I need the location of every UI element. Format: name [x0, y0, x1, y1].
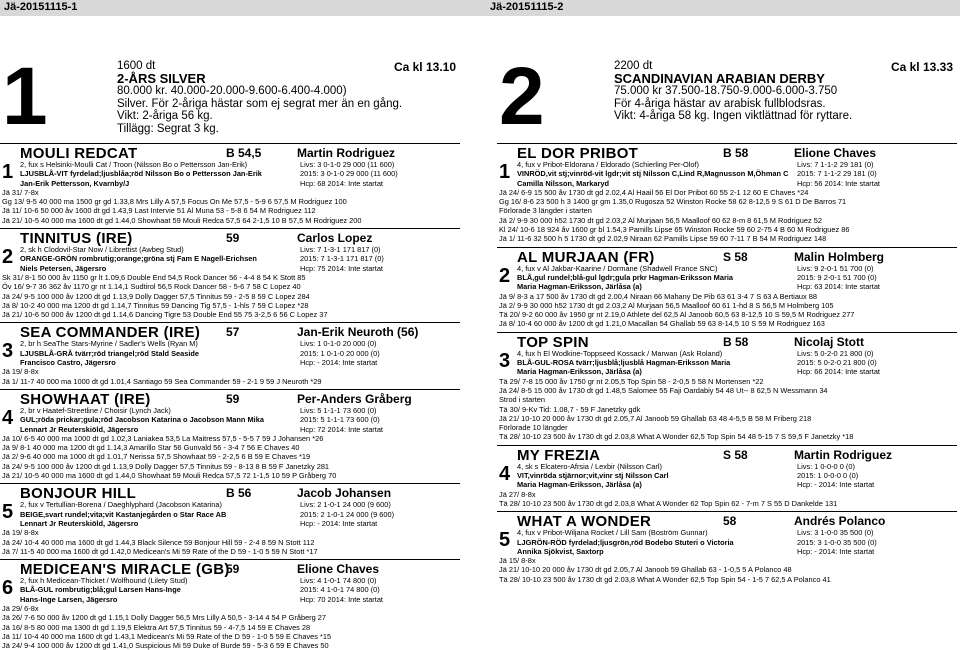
start-row: Gg 16/ 8-6 23 500 h 3 1400 gr gm 1.35,0 Rugosza 52 Winston Rocke 58 62 8-12,5 9 S 61 D De Barros 71: [499, 197, 847, 207]
horse-name-row: [0, 322, 460, 342]
start-row: Jä 9/ 8-1 40 000 ma 1200 dt gd 1.14,3 Amarillo Star 56 Gunvald 56 - 3-4 7 56 E Chaves 40: [2, 443, 300, 453]
start-row: Jä 2/ 9-9 30 000 h52 1730 dt gd 2.03,2 Al Murjaan 56,5 Maalloof 60 62 8-m 8 61,5 M Rodriguez 52: [499, 215, 822, 225]
horse-name-row: [0, 143, 460, 160]
start-row: Sk 31/ 8-1 50 000 åv 1150 gr lt 1.09,6 Double End 54,5 Rock Dancer 56 - 4-4 8 54 K Stott 85: [2, 272, 306, 282]
horse-number: 6: [2, 577, 14, 600]
race-info: [117, 60, 402, 136]
right-column: [497, 51, 957, 584]
horse-entry: [497, 511, 957, 584]
horse-weight: 59: [226, 231, 240, 246]
horse-rider: Carlos Lopez: [297, 231, 373, 246]
horse-stats-year: 2015: 4 1-0-1 74 800 (0): [300, 585, 380, 595]
start-row: Jä 16/ 8-5 80 000 ma 1300 dt gd 1.19,5 Elektra Art 57,5 Tinnitus 59 - 4-7,5 14 59 E Chaves 28: [2, 622, 311, 632]
horse-hcp: Hcp: 68 2014: Inte startat: [300, 178, 383, 188]
horse-rider: Jacob Johansen: [297, 486, 392, 501]
horse-stats-year: 2015: 3 0-1-0 29 000 (11 600): [300, 169, 398, 179]
horse-name-row: [497, 332, 957, 349]
start-row: Jä 2/ 9-6 40 000 ma 1000 dt gd 1.01,7 Nerissa 57,5 Showhaat 59 - 2-2,5 6 B 59 E Chaves *19: [2, 452, 311, 462]
horse-entry: [0, 559, 460, 650]
horse-colors: LJUSBLÅ-VIT fyrdelad;ljusblåa;röd Nilsson Bo o Pettersson Jan-Erik 2015: 3 0-1-0 29 000 (11 600): [20, 169, 398, 179]
start-row: Jä 2/ 9-9 30 000 h52 1730 dt gd 2.03,2 Al Murjaan 56,5 Maalloof 60 61 1-hd 8 S 56,5 M Holmberg 105: [499, 300, 834, 310]
horse-colors: BLÅ-GUL-ROSA tvärr;ljusblå;ljusblå Hagman-Eriksson Maria 2015: 5 0-2-0 21 800 (0): [517, 358, 877, 368]
start-row: Tä 29/ 7-8 15 000 åv 1750 gr nt 2.05,5 Top Spin 58 - 2-0,5 5 58 N Mortensen *22: [499, 376, 764, 386]
horse-hcp: Hcp: - 2014: Inte startat: [300, 358, 378, 368]
horse-rider: Per-Anders Gråberg: [297, 391, 412, 406]
horse-hcp: Hcp: - 2014: Inte startat: [797, 546, 875, 556]
start-row: Tä 20/ 9-2 60 000 åv 1950 gr nt 2.19,0 Athlete del 62,5 Al Janoob 60,5 63 8-12,5 10 S 59,5 M Rodriguez 277: [499, 310, 855, 320]
horse-weight: B 56: [226, 486, 252, 501]
horse-name: TOP SPIN: [517, 333, 589, 351]
horse-number: 5: [499, 529, 511, 552]
start-row: Jä 8/ 10-4 60 000 åv 1200 dt gd 1.21,0 Macallan 54 Ghallab 59 63 8-14,5 10 S 59 M Rodriguez 163: [499, 319, 825, 329]
horse-trainer: Hans-Inge Larsen, Jägersro Hcp: 70 2014: Inte startat: [20, 594, 383, 604]
race-info-line: Vikt: 4-åriga 58 kg. Ingen viktlättnad för ryttare.: [614, 110, 853, 123]
start-row: Jä 24/ 10-4 40 000 ma 1600 dt gd 1.44,3 Black Silence 59 Bonjour Hill 59 - 2-4 8 59 N Stott 112: [2, 537, 315, 547]
horse-stats-lifetime: Livs: 1 0-0-0 0 (0): [797, 461, 855, 471]
horse-name: AL MURJAAN (FR): [517, 248, 655, 266]
horse-rider: Elione Chaves: [794, 146, 877, 160]
race-info-line: 2200 dt: [614, 60, 653, 72]
race-info-line: Tillägg: Segrat 3 kg.: [117, 122, 219, 135]
race-info-line: För 4-åriga hästar av arabisk fullblodsras.: [614, 97, 826, 110]
horse-stats-lifetime: Livs: 5 1-1-1 73 600 (0): [300, 405, 377, 415]
left-page-title: Jä-20151115-1: [4, 1, 78, 13]
horse-name: BONJOUR HILL: [20, 485, 137, 503]
start-row: Jä 9/ 8-3 a 17 500 åv 1730 dt gd 2.00,4 Niraan 66 Mahany De Pib 63 61 3-4 7 S 63 A Bertiaux 88: [499, 291, 818, 301]
start-row: Jä 24/ 8-5 15 000 åv 1730 dt gd 1.48,5 Salomee 55 Faji Oardabiy 54 48 Ut-- 8 62,5 N Wessmann 34: [499, 385, 828, 395]
horse-weight: 57: [226, 325, 240, 340]
horse-rider: Martin Rodriguez: [794, 447, 892, 462]
horse-name: MEDICEAN'S MIRACLE (GB): [20, 561, 230, 579]
horse-name-row: [0, 228, 460, 248]
race-info-line: 2-ÅRS SILVER: [117, 70, 206, 86]
horse-stats-year: 2015: 5 0-2-0 21 800 (0): [797, 358, 877, 368]
horse-rider: Nicolaj Stott: [794, 334, 865, 349]
start-row: Jä 11/ 10-6 50 000 åv 1600 dt gd 1.43,9 Last Intervie 51 Al Muna 53 - 5-8 6 54 M Rodriguez 112: [2, 206, 316, 216]
horse-entry: [0, 322, 460, 385]
race-header: [497, 51, 957, 142]
horse-name: WHAT A WONDER: [517, 513, 652, 531]
horse-hcp: Hcp: 66 2014: Inte startat: [797, 367, 880, 377]
horse-number: 3: [499, 349, 511, 372]
horse-weight: S 58: [723, 447, 748, 462]
horse-stats-year: 2015: 7 1-1-2 29 181 (0): [797, 169, 877, 179]
horse-trainer: Camilla Nilsson, Markaryd Hcp: 56 2014: Inte startat: [517, 178, 880, 188]
horse-name-row: [497, 143, 957, 160]
horse-weight: 59: [226, 562, 240, 577]
horse-weight: B 58: [723, 334, 749, 349]
horse-trainer: Niels Petersen, Jägersro Hcp: 75 2014: Inte startat: [20, 263, 383, 273]
horse-trainer: Annika Sjökvist, Saxtorp Hcp: - 2014: Inte startat: [517, 546, 875, 556]
horse-hcp: Hcp: - 2014: Inte startat: [797, 480, 875, 490]
horse-number: 1: [499, 161, 511, 183]
race-header: [0, 51, 460, 142]
start-row: Öv 16/ 9-7 36 362 åv 1170 gr nt 1.14,1 Sudtirol 56,5 Rock Dancer 58 - 5-6 7 58 C Lopez 40: [2, 282, 301, 292]
start-row: Jä 10/ 6-5 40 000 ma 1000 dt gd 1.02,3 Laniakea 53,5 La Maitress 57,5 - 5-5 7 59 J Johansen *26: [2, 433, 324, 443]
horse-stats-lifetime: Livs: 2 1-0-1 24 000 (9 600): [300, 500, 391, 510]
horse-weight: 58: [723, 514, 737, 529]
start-row: Jä 29/ 6-8x: [2, 603, 39, 613]
horse-pedigree: 2, fux s Helsinki-Moulli Cat / Troon (Nilsson Bo o Pettersson Jan-Erik) Livs: 3 0-1-0 29 000 (11 600): [20, 160, 395, 169]
horse-hcp: Hcp: 63 2014: Inte startat: [797, 282, 880, 292]
horse-rider: Martin Rodriguez: [297, 146, 395, 160]
horse-stats-year: 2015: 5 1-1-1 73 600 (0): [300, 415, 380, 425]
start-row: Jä 31/ 7-8x: [2, 187, 39, 197]
horse-weight: S 58: [723, 249, 748, 264]
start-row: Jä 15/ 8-8x: [499, 556, 536, 566]
horse-pedigree: 4, fux v Pribot-Eldorana / Eldorado (Schierling Per-Olof) Livs: 7 1-1-2 29 181 (0): [517, 160, 874, 169]
horse-colors: ORANGE-GRÖN rombrutig;orange;gröna stj Fam E Nagell-Erichsen 2015: 7 1-3-1 171 817 (0): [20, 254, 384, 264]
horse-entry: [0, 389, 460, 480]
start-row: Jä 24/ 6-9 15 500 åv 1730 dt gd 2.02,4 Al Haail 56 El Dor Pribot 60 55 2-1 12 60 E Chaves *24: [499, 187, 809, 197]
start-row: Jä 24/ 9-4 100 000 åv 1200 dt gd 1.41,0 Suspicious Mi 59 Duke of Burde 59 - 5-3 6 59 E Chaves 50: [2, 641, 329, 650]
start-row: Jä 24/ 9-5 100 000 åv 1200 dt gd 1.13,9 Dolly Dagger 57,5 Tinnitus 59 - 2-5 8 59 C Lopez 284: [2, 291, 310, 301]
horse-stats-lifetime: Livs: 5 0-2-0 21 800 (0): [797, 348, 874, 358]
horse-rider: Andrés Polanco: [794, 514, 886, 529]
horse-pedigree: 4, fux h El Wodkine-Toppseed Kossack / Marwan (Ask Roland) Livs: 5 0-2-0 21 800 (0): [517, 348, 874, 358]
horse-pedigree: 2, fux v Tertullian-Borena / Daeghlyphard (Jacobson Katarina) Livs: 2 1-0-1 24 000 (9 600): [20, 500, 391, 510]
start-row: Jä 8/ 10-2 40 000 ma 1200 dt gd 1.14,7 Tinnitus 59 Dancing Tig 57,5 - 1-hls 7 59 C Lopez *28: [2, 300, 309, 310]
start-row: Jä 21/ 10-10 20 000 åv 1730 dt gd 2.05,7 Al Janoob 59 Ghallab 63 48 4-5,5 B 58 M Friberg 218: [499, 413, 812, 423]
horse-stats-lifetime: Livs: 3 0-1-0 29 000 (11 600): [300, 160, 395, 169]
start-row: Jä 21/ 10-5 40 000 ma 1600 dt gd 1.44,0 Showhaat 59 Mouli Redca 57,5 64 2-1,5 10 B 57,5 M Rodriguez 200: [2, 215, 362, 225]
horse-name-row: [0, 559, 460, 579]
race-info-line: 80.000 kr. 40.000-20.000-9.600-6.400-4.000): [117, 85, 347, 98]
race-number: 1: [2, 51, 48, 142]
horse-rider: Jan-Erik Neuroth (56): [297, 325, 419, 340]
horse-weight: B 54,5: [226, 146, 262, 160]
start-row: Jä 1/ 11-6 32 500 h 5 1730 dt gd 2.02,9 Niraan 62 Pamills Lipse 59 60 7-11 7 B 54 M Rodriguez 148: [499, 234, 827, 244]
horse-stats-year: 2015: 9 2-0-1 51 700 (0): [797, 272, 877, 282]
horse-colors: VINRÖD,vit stj;vinröd-vit lgdr;vit stj Nilsson C,Lind R,Magnusson M,Öhman C 2015: 7 1-1-2 29 181 (0): [517, 169, 877, 179]
horse-name-row: [0, 483, 460, 503]
horse-stats-year: 2015: 2 1-0-1 24 000 (9 600): [300, 509, 395, 519]
horse-trainer: Maria Hagman-Eriksson, Järlåsa (a) Hcp: - 2014: Inte startat: [517, 480, 875, 490]
race-info: [614, 60, 852, 123]
horse-colors: GUL;röda prickar;gula;röd Jacobson Katarina o Jacobson Mann Mika 2015: 5 1-1-1 73 600 (0): [20, 415, 380, 425]
start-row: Jä 21/ 10-5 40 000 ma 1600 dt gd 1.44,0 Showhaat 59 Mouli Redca 57,5 72 1-1,5 10 59 P Gråberg 70: [2, 471, 337, 481]
horse-name: MOULI REDCAT: [20, 145, 138, 162]
horse-name: SHOWHAAT (IRE): [20, 390, 151, 408]
horse-trainer: Lennart Jr Reuterskiöld, Jägersro Hcp: 72 2014: Inte startat: [20, 424, 383, 434]
horse-trainer: Jan-Erik Pettersson, Kvarnby/J Hcp: 68 2014: Inte startat: [20, 178, 383, 188]
right-page-title: Jä-20151115-2: [490, 1, 564, 13]
start-row: Tä 28/ 10-10 23 500 åv 1730 dt gd 2.03,8 What A Wonder 62,5 Top Spin 54 - 1-5 7 62,5 A Polanco 41: [499, 574, 831, 584]
horse-name-row: [497, 247, 957, 264]
horse-hcp: Hcp: - 2014: Inte startat: [300, 518, 378, 528]
horse-entry: [497, 143, 957, 244]
race-time: Ca kl 13.10: [393, 60, 456, 74]
horse-colors: LJUSBLÅ-GRÅ tvärr;röd triangel;röd Stald Seaside 2015: 1 0-1-0 20 000 (0): [20, 348, 380, 358]
start-row: Jä 27/ 8-8x: [499, 489, 536, 499]
horse-trainer: Francisco Castro, Jägersro Hcp: - 2014: Inte startat: [20, 358, 378, 368]
horse-hcp: Hcp: 70 2014: Inte startat: [300, 594, 383, 604]
start-row: Jä 7/ 11-5 40 000 ma 1600 dt gd 1.42,0 Medicean's Mi 59 Rate of the D 59 - 1-0 5 59 N Stott *17: [2, 546, 318, 556]
horse-stats-lifetime: Livs: 3 1-0-0 35 500 (0): [797, 528, 874, 538]
start-row: Jä 19/ 8-8x: [2, 367, 39, 377]
horse-colors: BEIGE,svart rundel;vita;vit Kastanjegården o Star Race AB 2015: 2 1-0-1 24 000 (9 600): [20, 509, 395, 519]
horse-pedigree: 2, fux h Medicean-Thicket / Wolfhound (Lilety Stud) Livs: 4 1-0-1 74 800 (0): [20, 576, 377, 586]
race-info-line: Vikt: 2-åriga 56 kg.: [117, 110, 213, 123]
horse-entry: [0, 483, 460, 556]
horse-hcp: Hcp: 56 2014: Inte startat: [797, 178, 880, 188]
horse-pedigree: 4, fux v Al Jakbar-Kaarine / Dormane (Shadwell France SNC) Livs: 9 2-0-1 51 700 (0): [517, 263, 874, 273]
horse-stats-lifetime: Livs: 4 1-0-1 74 800 (0): [300, 576, 377, 586]
start-row: Jä 1/ 11-7 40 000 ma 1000 dt gd 1.01,4 Santiago 59 Sea Commander 59 - 2-1 9 59 J Neuroth *29: [2, 376, 322, 386]
race-info-line: 75.000 kr 37.500-18.750-9.000-6.000-3.750: [614, 85, 838, 98]
start-row: Förlorade 3 längder i starten: [499, 206, 592, 216]
horse-name: SEA COMMANDER (IRE): [20, 324, 201, 342]
horse-number: 1: [2, 161, 14, 183]
horse-entry: [0, 143, 460, 225]
horse-number: 2: [2, 246, 14, 269]
horse-name: MY FREZIA: [517, 446, 601, 464]
horse-number: 3: [2, 340, 14, 363]
horse-name: TINNITUS (IRE): [20, 230, 133, 248]
start-row: Gg 13/ 9-5 40 000 ma 1500 gr gd 1.33,8 Mrs Lilly A 57,5 Focus On Me 57,5 - 5-9 6 57,5 M Rodriguez 100: [2, 197, 347, 207]
horse-colors: VIT,vinröda stjärnor;vit,vinr stj Nilsson Carl 2015: 1 0-0-0 0 (0): [517, 471, 859, 481]
horse-stats-year: 2015: 3 1-0-0 35 500 (0): [797, 537, 877, 547]
horse-trainer: Maria Hagman-Eriksson, Järlåsa (a) Hcp: 66 2014: Inte startat: [517, 367, 880, 377]
horse-entry: [497, 445, 957, 508]
horse-name-row: [0, 389, 460, 406]
horse-weight: B 58: [723, 146, 749, 160]
horse-hcp: Hcp: 72 2014: Inte startat: [300, 424, 383, 434]
horse-trainer: Maria Hagman-Eriksson, Järlåsa (a) Hcp: 63 2014: Inte startat: [517, 282, 880, 292]
horse-stats-year: 2015: 7 1-3-1 171 817 (0): [300, 254, 384, 264]
start-row: Jä 26/ 7-6 50 000 åv 1200 dt gd 1.15,1 Dolly Dagger 56,5 Mrs Lilly A 50,5 - 3-14 4 54 P Gråberg 27: [2, 613, 327, 623]
race-info-line: 1600 dt: [117, 60, 156, 72]
horse-pedigree: 4, fux v Pribot-Wiljana Rocket / Lill Sam (Boström Gunnar) Livs: 3 1-0-0 35 500 (0): [517, 528, 874, 538]
race-info-line: SCANDINAVIAN ARABIAN DERBY: [614, 70, 825, 86]
horse-pedigree: 2, br h SeaThe Stars-Myrine / Sadler's Wells (Ryan M) Livs: 1 0-1-0 20 000 (0): [20, 339, 377, 349]
horse-number: 5: [2, 501, 14, 524]
start-row: Jä 21/ 10-10 20 000 åv 1730 dt gd 2.05,7 Al Janoob 59 Ghallab 63 - 1-0,5 5 A Polanco 48: [499, 565, 792, 575]
start-row: Jä 11/ 10-4 40 000 ma 1600 dt gd 1.43,1 Medicean's Mi 59 Rate of the D 59 - 1-0 5 59 E Chaves *15: [2, 631, 332, 641]
race-time: Ca kl 13.33: [890, 60, 953, 74]
horse-stats-lifetime: Livs: 9 2-0-1 51 700 (0): [797, 263, 874, 273]
start-row: Jä 19/ 8-8x: [2, 528, 39, 538]
horse-name-row: [497, 511, 957, 531]
start-row: Jä 21/ 10-6 50 000 åv 1200 dt gd 1.14,6 Dancing Tigre 53 Double End 55 75 3-2,5 6 56 C Lopez 37: [2, 310, 328, 320]
horse-colors: BLÅ,gul rundel;blå-gul lgdr;gula prkr Hagman-Eriksson Maria 2015: 9 2-0-1 51 700 (0): [517, 272, 877, 282]
horse-hcp: Hcp: 75 2014: Inte startat: [300, 263, 383, 273]
horse-stats-year: 2015: 1 0-1-0 20 000 (0): [300, 348, 380, 358]
race-number: 2: [499, 51, 545, 142]
horse-name-row: [497, 445, 957, 462]
horse-stats-lifetime: Livs: 1 0-1-0 20 000 (0): [300, 339, 377, 349]
start-row: Förlorade 10 längder: [499, 423, 568, 433]
horse-rider: Malin Holmberg: [794, 249, 885, 264]
horse-colors: BLÅ-GUL rombrutig;blå;gul Larsen Hans-Inge 2015: 4 1-0-1 74 800 (0): [20, 585, 380, 595]
start-row: Tä 28/ 10-10 23 500 åv 1730 dt gd 2.03,8 What A Wonder 62 Top Spin 62 - 7-m 7 S 55 D Dankelde 131: [499, 498, 838, 508]
race-info-line: Silver. För 2-åriga hästar som ej segrat mer än en gång.: [117, 97, 403, 110]
horse-trainer: Lennart Jr Reuterskiöld, Jägersro Hcp: - 2014: Inte startat: [20, 518, 378, 528]
left-column: [0, 51, 460, 650]
horse-colors: LJGRÖN-RÖD fyrdelad;ljusgrön,röd Bodebo Stuteri o Victoria 2015: 3 1-0-0 35 500 (0): [517, 537, 877, 547]
horse-stats-lifetime: Livs: 7 1-1-2 29 181 (0): [797, 160, 874, 169]
start-row: Jä 24/ 9-5 100 000 åv 1200 dt gd 1.13,9 Dolly Dagger 57,5 Tinnitus 59 - 8-13 8 B 59 F Janetzky 281: [2, 461, 330, 471]
horse-stats-lifetime: Livs: 7 1-3-1 171 817 (0): [300, 245, 381, 255]
horse-pedigree: 2, sk h Clodovil-Star Now / Librettist (Awbeg Stud) Livs: 7 1-3-1 171 817 (0): [20, 245, 381, 255]
horse-entry: [0, 228, 460, 319]
horse-stats-year: 2015: 1 0-0-0 0 (0): [797, 471, 859, 481]
start-row: Tä 28/ 10-10 23 500 åv 1730 dt gd 2.03,8 What A Wonder 62,5 Top Spin 54 48 5-15 7 S 59,5 F Janetzky *18: [499, 432, 854, 442]
horse-number: 4: [2, 406, 14, 429]
horse-number: 2: [499, 264, 511, 287]
horse-pedigree: 2, br v Haatef-Streetline / Choisir (Lynch Jack) Livs: 5 1-1-1 73 600 (0): [20, 405, 377, 415]
horse-number: 4: [499, 462, 511, 485]
horse-entry: [497, 332, 957, 442]
horse-weight: 59: [226, 391, 240, 406]
start-row: Strod i starten: [499, 395, 546, 405]
page-header-bar: [0, 0, 960, 16]
horse-entry: [497, 247, 957, 329]
horse-rider: Elione Chaves: [297, 562, 380, 577]
horse-pedigree: 4, sk s Elcatero-Afrsia / Lexbir (Nilsson Carl) Livs: 1 0-0-0 0 (0): [517, 461, 855, 471]
start-row: Tä 30/ 9-Kv Tid: 1.08,7 - 59 F Janetzky gdk: [499, 404, 641, 414]
start-row: Kl 24/ 10-6 18 924 åv 1600 gr bl 1.54,3 Pamills Lipse 65 Winston Rocke 59 60 2-75 4 B 60 M Rodriguez 86: [499, 225, 850, 235]
horse-name: EL DOR PRIBOT: [517, 145, 639, 162]
